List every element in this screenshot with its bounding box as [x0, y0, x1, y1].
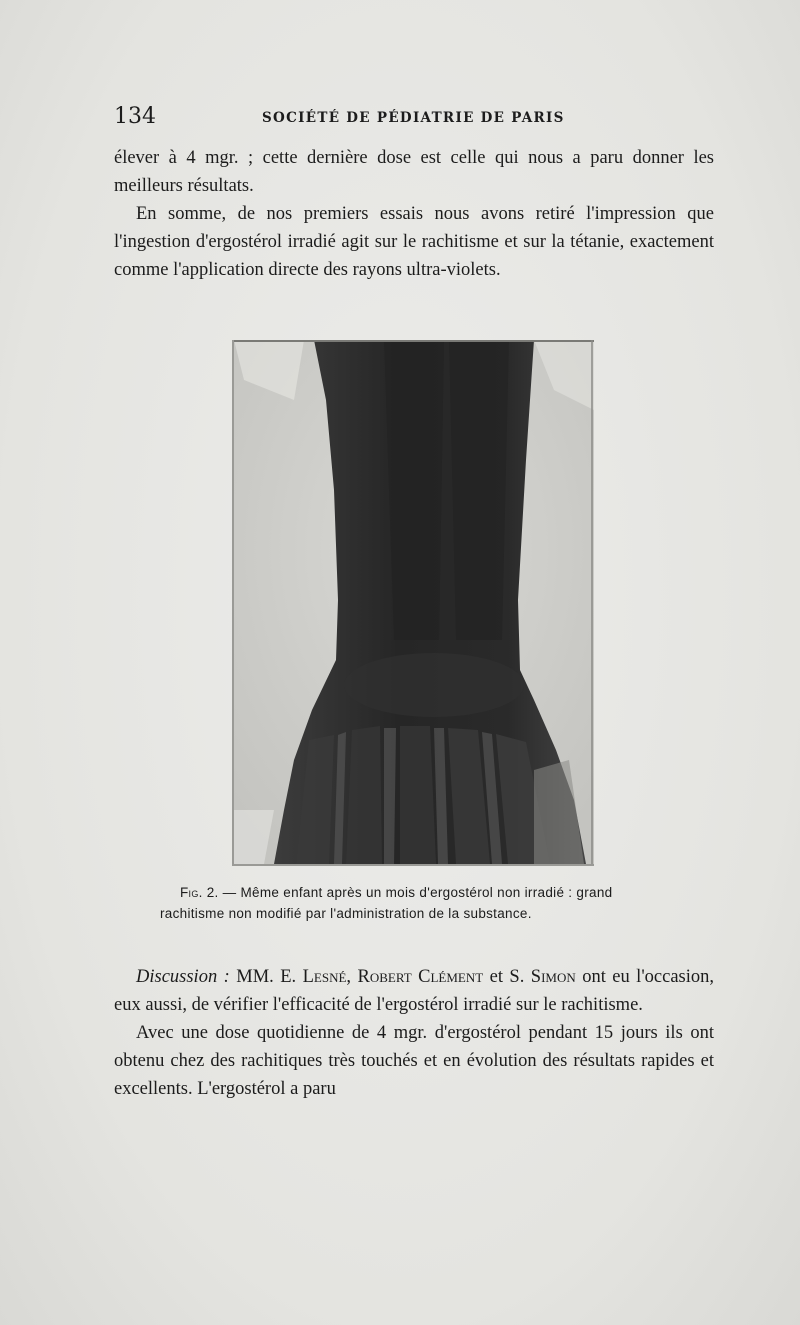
author-simon: Simon	[530, 967, 576, 987]
author-separator-1: ,	[346, 967, 358, 987]
paragraph-summary: En somme, de nos premiers essais nous avons retiré l'impression que l'ingestion d'ergostérol irradié agit sur le rachitisme et sur la tétanie, exactement comme l'application directe des rayons ultra-violets.	[114, 204, 714, 280]
paragraph-discussion	[114, 963, 714, 1019]
xray-figure	[232, 340, 594, 866]
author-clement: Robert Clément	[357, 967, 484, 987]
forearm-hand-xray-image	[234, 340, 594, 864]
page-header	[114, 104, 714, 134]
figure-caption-text: — Même enfant après un mois d'ergostérol non irradié : grand rachitisme non modifié par l'administration de la substance.	[160, 885, 613, 921]
paragraph-dose: Avec une dose quotidienne de 4 mgr. d'ergostérol pendant 15 jours ils ont obtenu chez des rachitiques très touchés et en évolution des résultats rapides et excellents. L'ergostérol a paru	[114, 1023, 714, 1099]
running-head: SOCIÉTÉ DE PÉDIATRIE DE PARIS	[262, 110, 565, 126]
figure-label: Fig. 2.	[180, 885, 219, 900]
page-number: 134	[114, 104, 156, 129]
top-text-block	[114, 144, 714, 284]
paragraph-continuation: élever à 4 mgr. ; cette dernière dose est celle qui nous a paru donner les meilleurs résultats.	[114, 148, 714, 196]
bottom-text-block	[114, 963, 714, 1103]
author-lesne: Lesné	[302, 967, 347, 987]
discussion-mm: MM. E.	[229, 967, 303, 987]
discussion-label: Discussion :	[136, 967, 230, 987]
figure-caption	[160, 882, 680, 924]
author-separator-2: et S.	[483, 967, 531, 987]
discussion-text: ont eu l'occasion, eux aussi, de vérifier l'efficacité de l'ergostérol irradié sur le rachitisme.	[114, 967, 715, 1015]
